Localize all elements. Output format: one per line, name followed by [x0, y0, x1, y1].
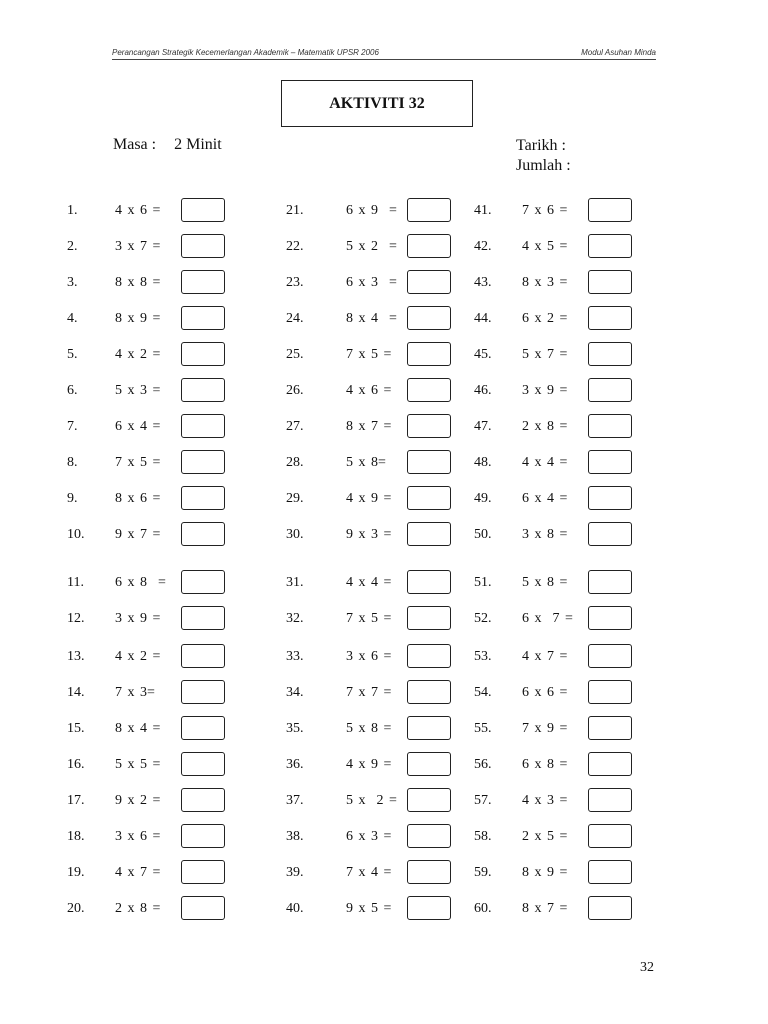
question-number: 6.: [67, 383, 78, 398]
question-number: 8.: [67, 455, 78, 470]
question-item: [0, 752, 768, 778]
question-item: [0, 234, 768, 260]
answer-box[interactable]: [588, 606, 632, 630]
answer-box[interactable]: [588, 414, 632, 438]
question-number: 59.: [474, 865, 492, 880]
question-expression: 4 x 9 =: [346, 757, 392, 772]
question-expression: 8 x 9 =: [115, 311, 161, 326]
answer-box[interactable]: [588, 570, 632, 594]
question-expression: 8 x 9 =: [522, 865, 568, 880]
question-expression: 3 x 9 =: [522, 383, 568, 398]
question-expression: 4 x 6 =: [346, 383, 392, 398]
question-number: 16.: [67, 757, 85, 772]
question-expression: 6 x 8 =: [115, 575, 166, 590]
question-number: 26.: [286, 383, 304, 398]
question-number: 4.: [67, 311, 78, 326]
question-number: 45.: [474, 347, 492, 362]
question-number: 21.: [286, 203, 304, 218]
page-number: 32: [640, 960, 654, 975]
question-item: [0, 198, 768, 224]
question-expression: 6 x 3 =: [346, 275, 397, 290]
question-number: 17.: [67, 793, 85, 808]
question-number: 39.: [286, 865, 304, 880]
question-expression: 7 x 5 =: [346, 347, 392, 362]
question-expression: 6 x 7 =: [522, 611, 573, 626]
question-number: 37.: [286, 793, 304, 808]
question-item: [0, 570, 768, 596]
answer-box[interactable]: [588, 522, 632, 546]
time-info: [113, 136, 222, 154]
question-item: [0, 342, 768, 368]
answer-box[interactable]: [588, 788, 632, 812]
question-number: 7.: [67, 419, 78, 434]
question-expression: 6 x 3 =: [346, 829, 392, 844]
question-expression: 5 x 2 =: [346, 239, 397, 254]
question-expression: 2 x 8 =: [115, 901, 161, 916]
question-expression: 5 x 5 =: [115, 757, 161, 772]
question-item: [0, 378, 768, 404]
question-item: [0, 270, 768, 296]
question-number: 52.: [474, 611, 492, 626]
question-expression: 5 x 8=: [346, 455, 386, 470]
answer-box[interactable]: [588, 450, 632, 474]
question-item: [0, 606, 768, 632]
question-expression: 5 x 3 =: [115, 383, 161, 398]
question-expression: 4 x 7 =: [522, 649, 568, 664]
question-number: 33.: [286, 649, 304, 664]
question-item: [0, 644, 768, 670]
answer-box[interactable]: [588, 198, 632, 222]
question-number: 20.: [67, 901, 85, 916]
question-item: [0, 486, 768, 512]
question-expression: 4 x 2 =: [115, 347, 161, 362]
question-number: 60.: [474, 901, 492, 916]
answer-box[interactable]: [588, 752, 632, 776]
question-number: 42.: [474, 239, 492, 254]
question-item: [0, 824, 768, 850]
question-number: 12.: [67, 611, 85, 626]
question-number: 1.: [67, 203, 78, 218]
question-expression: 4 x 4 =: [522, 455, 568, 470]
activity-title: AKTIVITI 32: [281, 80, 473, 127]
question-expression: 5 x 8 =: [346, 721, 392, 736]
question-number: 3.: [67, 275, 78, 290]
question-item: [0, 306, 768, 332]
question-number: 54.: [474, 685, 492, 700]
question-expression: 7 x 7 =: [346, 685, 392, 700]
question-expression: 6 x 6 =: [522, 685, 568, 700]
question-number: 5.: [67, 347, 78, 362]
question-expression: 7 x 9 =: [522, 721, 568, 736]
question-expression: 5 x 2 =: [346, 793, 397, 808]
answer-box[interactable]: [588, 644, 632, 668]
question-expression: 9 x 7 =: [115, 527, 161, 542]
question-number: 57.: [474, 793, 492, 808]
total-label: Jumlah :: [516, 157, 571, 174]
question-number: 15.: [67, 721, 85, 736]
question-expression: 6 x 2 =: [522, 311, 568, 326]
question-number: 35.: [286, 721, 304, 736]
question-number: 44.: [474, 311, 492, 326]
question-expression: 3 x 6 =: [115, 829, 161, 844]
question-expression: 6 x 8 =: [522, 757, 568, 772]
question-number: 47.: [474, 419, 492, 434]
question-expression: 7 x 6 =: [522, 203, 568, 218]
question-number: 43.: [474, 275, 492, 290]
answer-box[interactable]: [588, 486, 632, 510]
question-expression: 9 x 5 =: [346, 901, 392, 916]
date-score-info: [516, 136, 571, 176]
question-expression: 2 x 8 =: [522, 419, 568, 434]
question-number: 56.: [474, 757, 492, 772]
question-expression: 2 x 5 =: [522, 829, 568, 844]
question-expression: 6 x 9 =: [346, 203, 397, 218]
question-expression: 3 x 8 =: [522, 527, 568, 542]
question-number: 48.: [474, 455, 492, 470]
question-expression: 9 x 3 =: [346, 527, 392, 542]
question-expression: 4 x 2 =: [115, 649, 161, 664]
question-expression: 7 x 5 =: [115, 455, 161, 470]
answer-box[interactable]: [588, 234, 632, 258]
question-number: 18.: [67, 829, 85, 844]
question-number: 58.: [474, 829, 492, 844]
header-right-text: Modul Asuhan Minda: [581, 48, 656, 57]
time-label: Masa :: [113, 136, 157, 153]
question-number: 34.: [286, 685, 304, 700]
question-expression: 8 x 4 =: [115, 721, 161, 736]
question-number: 46.: [474, 383, 492, 398]
answer-box[interactable]: [588, 896, 632, 920]
question-number: 50.: [474, 527, 492, 542]
question-number: 23.: [286, 275, 304, 290]
question-item: [0, 522, 768, 548]
question-expression: 7 x 5 =: [346, 611, 392, 626]
question-number: 36.: [286, 757, 304, 772]
question-expression: 6 x 4 =: [115, 419, 161, 434]
question-number: 24.: [286, 311, 304, 326]
question-number: 27.: [286, 419, 304, 434]
question-number: 51.: [474, 575, 492, 590]
question-number: 11.: [67, 575, 84, 590]
question-expression: 3 x 7 =: [115, 239, 161, 254]
answer-box[interactable]: [588, 342, 632, 366]
header-left-text: Perancangan Strategik Kecemerlangan Akademik – Matematik UPSR 2006: [112, 48, 379, 57]
question-number: 31.: [286, 575, 304, 590]
question-item: [0, 896, 768, 922]
question-number: 14.: [67, 685, 85, 700]
answer-box[interactable]: [588, 378, 632, 402]
question-number: 53.: [474, 649, 492, 664]
question-item: [0, 414, 768, 440]
question-expression: 4 x 5 =: [522, 239, 568, 254]
question-item: [0, 450, 768, 476]
question-number: 49.: [474, 491, 492, 506]
question-item: [0, 680, 768, 706]
question-expression: 5 x 8 =: [522, 575, 568, 590]
question-expression: 9 x 2 =: [115, 793, 161, 808]
answer-box[interactable]: [588, 716, 632, 740]
question-expression: 4 x 9 =: [346, 491, 392, 506]
question-number: 32.: [286, 611, 304, 626]
question-expression: 4 x 4 =: [346, 575, 392, 590]
question-number: 30.: [286, 527, 304, 542]
question-number: 28.: [286, 455, 304, 470]
question-number: 19.: [67, 865, 85, 880]
question-number: 13.: [67, 649, 85, 664]
question-expression: 3 x 9 =: [115, 611, 161, 626]
question-expression: 5 x 7 =: [522, 347, 568, 362]
question-expression: 4 x 7 =: [115, 865, 161, 880]
answer-box[interactable]: [588, 680, 632, 704]
question-expression: 7 x 3=: [115, 685, 155, 700]
question-number: 10.: [67, 527, 85, 542]
answer-box[interactable]: [588, 824, 632, 848]
question-expression: 3 x 6 =: [346, 649, 392, 664]
question-number: 38.: [286, 829, 304, 844]
question-expression: 4 x 3 =: [522, 793, 568, 808]
question-number: 25.: [286, 347, 304, 362]
question-item: [0, 860, 768, 886]
question-expression: 8 x 7 =: [346, 419, 392, 434]
question-expression: 8 x 4 =: [346, 311, 397, 326]
time-value: 2 Minit: [174, 136, 222, 153]
question-expression: 8 x 8 =: [115, 275, 161, 290]
question-expression: 8 x 7 =: [522, 901, 568, 916]
question-number: 40.: [286, 901, 304, 916]
question-expression: 8 x 3 =: [522, 275, 568, 290]
question-expression: 6 x 4 =: [522, 491, 568, 506]
date-label: Tarikh :: [516, 137, 566, 154]
question-number: 29.: [286, 491, 304, 506]
question-item: [0, 716, 768, 742]
answer-box[interactable]: [588, 270, 632, 294]
question-expression: 8 x 6 =: [115, 491, 161, 506]
question-number: 41.: [474, 203, 492, 218]
question-item: [0, 788, 768, 814]
question-number: 55.: [474, 721, 492, 736]
answer-box[interactable]: [588, 306, 632, 330]
question-number: 2.: [67, 239, 78, 254]
answer-box[interactable]: [588, 860, 632, 884]
question-number: 22.: [286, 239, 304, 254]
question-expression: 4 x 6 =: [115, 203, 161, 218]
running-header: [112, 48, 656, 60]
question-expression: 7 x 4 =: [346, 865, 392, 880]
question-number: 9.: [67, 491, 78, 506]
